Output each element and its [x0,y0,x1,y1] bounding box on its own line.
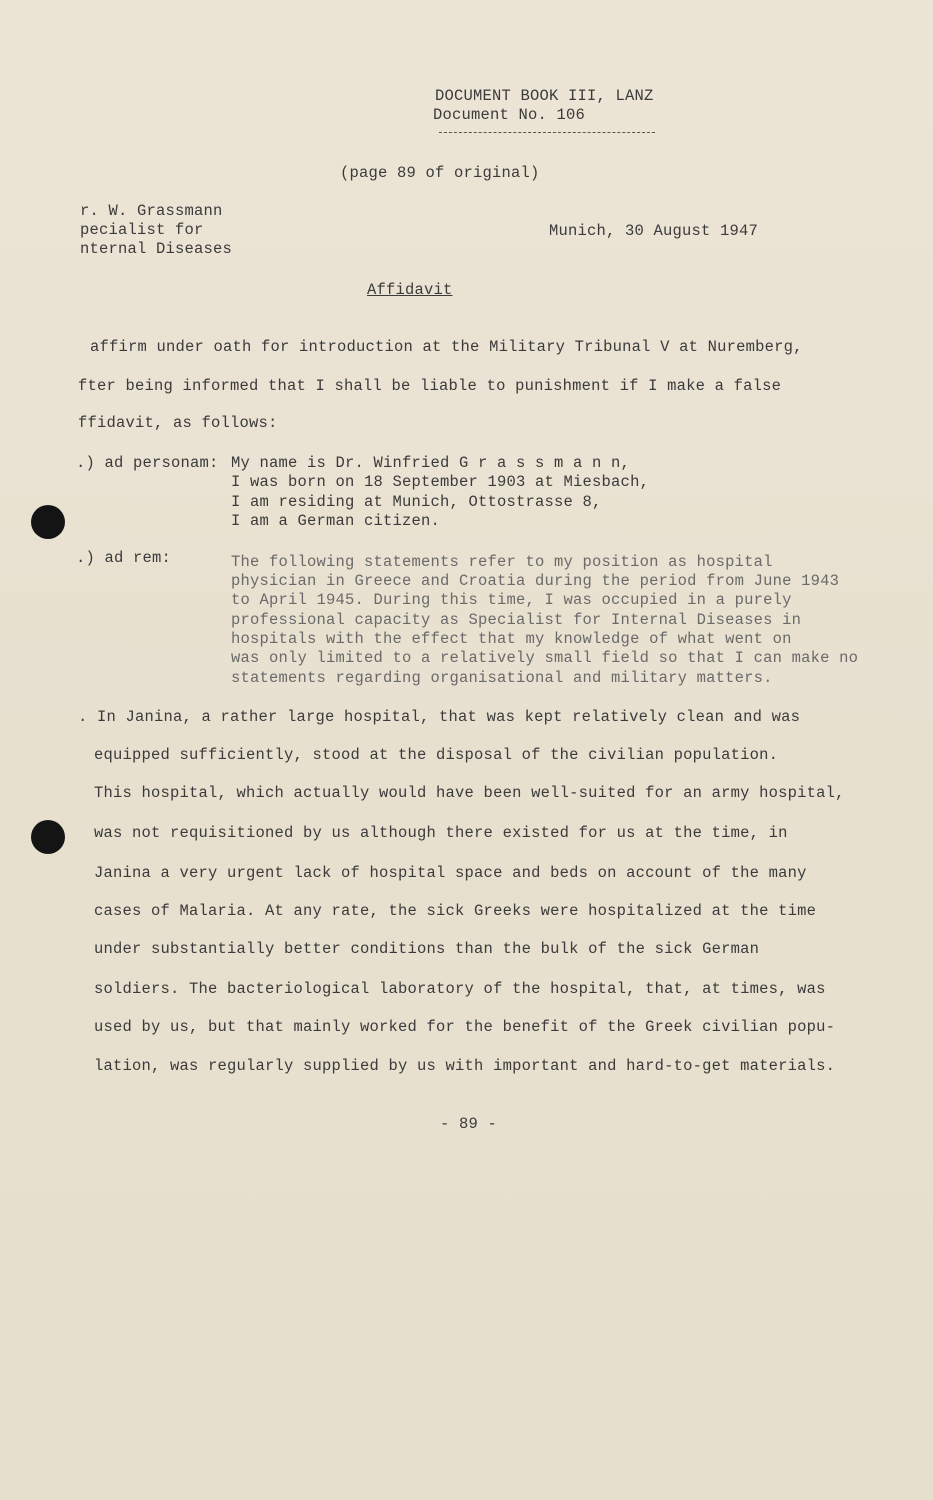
body-line: . In Janina, a rather large hospital, that was kept relatively clean and was [78,708,801,726]
personam-line: My name is Dr. Winfried G r a s s m a n n, [231,454,631,472]
page-of-original: (page 89 of original) [340,164,540,182]
body-line: lation, was regularly supplied by us with important and hard-to-get materials. [94,1057,836,1075]
author-specialty: nternal Diseases [80,240,233,258]
body-line: under substantially better conditions than the bulk of the sick German [94,940,760,958]
rem-line: The following statements refer to my position as hospital [231,553,773,571]
intro-line-3: ffidavit, as follows: [78,414,278,432]
body-line: equipped sufficiently, stood at the disposal of the civilian population. [94,746,779,764]
body-line: Janina a very urgent lack of hospital space and beds on account of the many [94,864,807,882]
body-line: cases of Malaria. At any rate, the sick Greeks were hospitalized at the time [94,902,817,920]
page-number: - 89 - [440,1115,498,1133]
personam-line: I am a German citizen. [231,512,441,530]
document-number: Document No. 106 [433,106,586,124]
ad-personam-label: .) ad personam: [76,454,219,472]
body-line: This hospital, which actually would have been well-suited for an army hospital, [94,784,845,802]
rem-line: to April 1945. During this time, I was occupied in a purely [231,591,792,609]
rem-line: physician in Greece and Croatia during the period from June 1943 [231,572,840,590]
rem-line: was only limited to a relatively small field so that I can make no [231,649,859,667]
body-line: used by us, but that mainly worked for the benefit of the Greek civilian popu- [94,1018,836,1036]
affidavit-title: Affidavit [367,281,453,299]
intro-line-2: fter being informed that I shall be liable to punishment if I make a false [78,377,782,395]
author-name: r. W. Grassmann [80,202,223,220]
rem-line: hospitals with the effect that my knowledge of what went on [231,630,792,648]
header-rule [439,132,655,133]
personam-line: I am residing at Munich, Ottostrasse 8, [231,493,602,511]
rem-line: professional capacity as Specialist for Internal Diseases in [231,611,802,629]
intro-line-1: affirm under oath for introduction at the Military Tribunal V at Nuremberg, [90,338,803,356]
place-date: Munich, 30 August 1947 [549,222,759,240]
ad-rem-label: .) ad rem: [76,549,172,567]
personam-line: I was born on 18 September 1903 at Miesbach, [231,473,650,491]
document-book-header: DOCUMENT BOOK III, LANZ [435,87,654,105]
punch-hole-bottom [31,820,65,854]
punch-hole-top [31,505,65,539]
author-title: pecialist for [80,221,204,239]
body-line: soldiers. The bacteriological laboratory of the hospital, that, at times, was [94,980,826,998]
body-line: was not requisitioned by us although there existed for us at the time, in [94,824,788,842]
rem-line: statements regarding organisational and military matters. [231,669,773,687]
